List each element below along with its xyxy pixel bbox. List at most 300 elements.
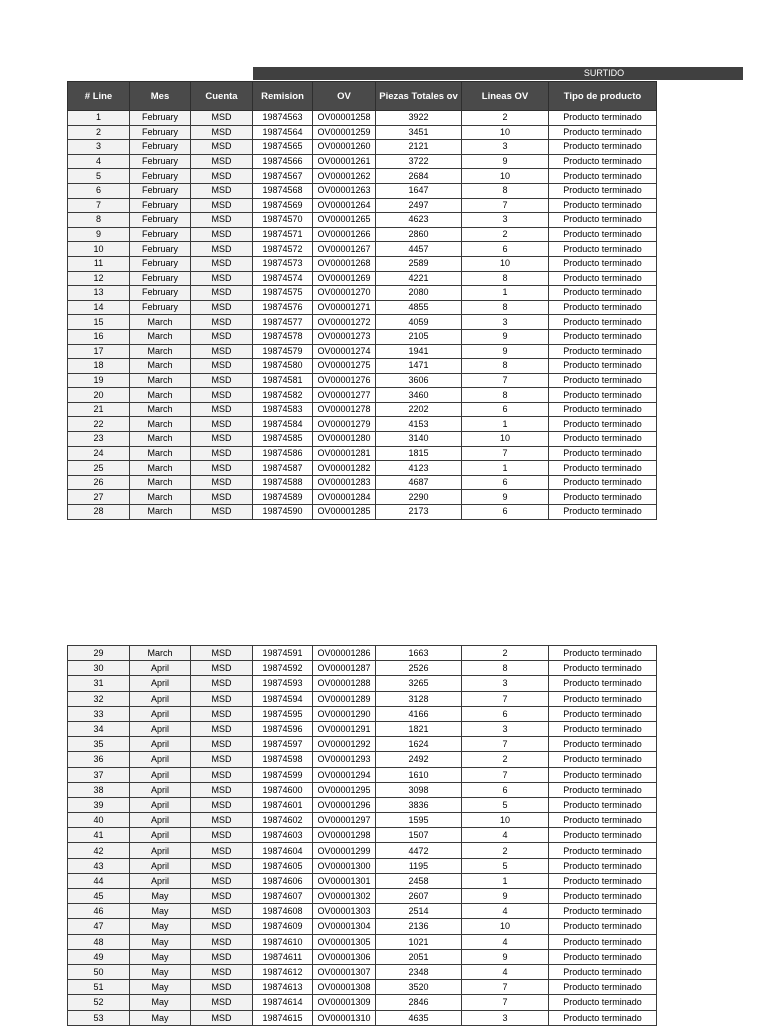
line-cell: 4 [68,154,130,169]
tipo-cell: Producto terminado [549,125,657,140]
tipo-cell: Producto terminado [549,691,657,706]
piezas-cell: 2173 [376,505,462,520]
line-cell: 15 [68,315,130,330]
line-cell: 20 [68,388,130,403]
piezas-cell: 1821 [376,721,462,736]
cuenta-cell: MSD [191,446,253,461]
remision-cell: 19874577 [253,315,313,330]
cuenta-cell: MSD [191,767,253,782]
remision-cell: 19874600 [253,782,313,797]
ov-cell: OV00001265 [313,213,376,228]
lineas-cell: 8 [462,388,549,403]
cuenta-cell: MSD [191,1010,253,1025]
lineas-cell: 4 [462,934,549,949]
ov-cell: OV00001303 [313,904,376,919]
remision-cell: 19874587 [253,461,313,476]
cuenta-cell: MSD [191,964,253,979]
ov-cell: OV00001296 [313,797,376,812]
piezas-cell: 2202 [376,402,462,417]
mes-cell: April [130,676,191,691]
lineas-cell: 2 [462,843,549,858]
lineas-cell: 5 [462,797,549,812]
cuenta-cell: MSD [191,782,253,797]
mes-cell: February [130,125,191,140]
surtido-header-label-wrap [253,67,658,80]
ov-cell: OV00001275 [313,359,376,374]
table-row [68,889,657,904]
table-row [68,767,657,782]
tipo-cell: Producto terminado [549,329,657,344]
cuenta-cell: MSD [191,949,253,964]
line-cell: 53 [68,1010,130,1025]
tipo-cell: Producto terminado [549,227,657,242]
remision-cell: 19874572 [253,242,313,257]
mes-cell: April [130,752,191,767]
ov-cell: OV00001284 [313,490,376,505]
line-cell: 39 [68,797,130,812]
lineas-cell: 9 [462,889,549,904]
remision-cell: 19874567 [253,169,313,184]
mes-cell: February [130,183,191,198]
piezas-cell: 2290 [376,490,462,505]
table-row [68,676,657,691]
tipo-cell: Producto terminado [549,964,657,979]
mes-cell: May [130,1010,191,1025]
ov-cell: OV00001309 [313,995,376,1010]
cuenta-cell: MSD [191,154,253,169]
lineas-cell: 6 [462,242,549,257]
ov-cell: OV00001292 [313,737,376,752]
lineas-cell: 8 [462,359,549,374]
lineas-cell: 8 [462,183,549,198]
mes-cell: March [130,359,191,374]
table-row [68,919,657,934]
table-row [68,691,657,706]
remision-cell: 19874598 [253,752,313,767]
lineas-cell: 9 [462,949,549,964]
mes-cell: February [130,271,191,286]
cuenta-cell: MSD [191,858,253,873]
table-row [68,490,657,505]
remision-cell: 19874563 [253,111,313,126]
tipo-cell: Producto terminado [549,198,657,213]
table2-body [68,646,657,1026]
lineas-cell: 6 [462,706,549,721]
remision-cell: 19874605 [253,858,313,873]
table-row [68,858,657,873]
ov-cell: OV00001299 [313,843,376,858]
lineas-cell: 1 [462,461,549,476]
cuenta-cell: MSD [191,402,253,417]
ov-cell: OV00001272 [313,315,376,330]
remision-cell: 19874582 [253,388,313,403]
lineas-cell: 10 [462,919,549,934]
remision-cell: 19874602 [253,813,313,828]
remision-cell: 19874603 [253,828,313,843]
cuenta-cell: MSD [191,475,253,490]
remision-cell: 19874595 [253,706,313,721]
piezas-cell: 4472 [376,843,462,858]
remision-cell: 19874588 [253,475,313,490]
remision-cell: 19874612 [253,964,313,979]
ov-cell: OV00001274 [313,344,376,359]
cuenta-cell: MSD [191,140,253,155]
table-row [68,752,657,767]
remision-cell: 19874604 [253,843,313,858]
mes-cell: February [130,111,191,126]
cuenta-cell: MSD [191,919,253,934]
lineas-cell: 3 [462,213,549,228]
lineas-cell: 3 [462,1010,549,1025]
ov-cell: OV00001260 [313,140,376,155]
remision-cell: 19874589 [253,490,313,505]
remision-cell: 19874576 [253,300,313,315]
table-row [68,329,657,344]
tipo-cell: Producto terminado [549,676,657,691]
ov-cell: OV00001279 [313,417,376,432]
mes-cell: April [130,706,191,721]
col-header-tipo: Tipo de producto [549,82,657,111]
mes-cell: March [130,446,191,461]
cuenta-cell: MSD [191,843,253,858]
ov-cell: OV00001271 [313,300,376,315]
piezas-cell: 1647 [376,183,462,198]
line-cell: 40 [68,813,130,828]
cuenta-cell: MSD [191,461,253,476]
remision-cell: 19874609 [253,919,313,934]
tipo-cell: Producto terminado [549,934,657,949]
line-cell: 51 [68,980,130,995]
lineas-cell: 8 [462,271,549,286]
ov-cell: OV00001308 [313,980,376,995]
table-row [68,125,657,140]
mes-cell: April [130,858,191,873]
lineas-cell: 6 [462,402,549,417]
table-row [68,388,657,403]
line-cell: 2 [68,125,130,140]
ov-cell: OV00001268 [313,256,376,271]
mes-cell: February [130,140,191,155]
orders-table-bottom [67,645,657,1026]
tipo-cell: Producto terminado [549,919,657,934]
remision-cell: 19874592 [253,661,313,676]
remision-cell: 19874569 [253,198,313,213]
col-header-ov: OV [313,82,376,111]
ov-cell: OV00001298 [313,828,376,843]
cuenta-cell: MSD [191,359,253,374]
mes-cell: March [130,475,191,490]
cuenta-cell: MSD [191,300,253,315]
line-cell: 18 [68,359,130,374]
cuenta-cell: MSD [191,417,253,432]
mes-cell: February [130,198,191,213]
tipo-cell: Producto terminado [549,828,657,843]
mes-cell: May [130,980,191,995]
col-header-piezas: Piezas Totales ov [376,82,462,111]
table-row [68,402,657,417]
ov-cell: OV00001269 [313,271,376,286]
remision-cell: 19874597 [253,737,313,752]
table-row [68,227,657,242]
cuenta-cell: MSD [191,344,253,359]
lineas-cell: 7 [462,198,549,213]
remision-cell: 19874579 [253,344,313,359]
remision-cell: 19874591 [253,646,313,661]
mes-cell: February [130,169,191,184]
ov-cell: OV00001297 [313,813,376,828]
remision-cell: 19874611 [253,949,313,964]
cuenta-cell: MSD [191,505,253,520]
lineas-cell: 3 [462,140,549,155]
piezas-cell: 2080 [376,286,462,301]
cuenta-cell: MSD [191,873,253,888]
surtido-header-label: SURTIDO [583,68,625,78]
tipo-cell: Producto terminado [549,995,657,1010]
mes-cell: May [130,995,191,1010]
remision-cell: 19874564 [253,125,313,140]
ov-cell: OV00001307 [313,964,376,979]
tipo-cell: Producto terminado [549,169,657,184]
remision-cell: 19874607 [253,889,313,904]
tipo-cell: Producto terminado [549,344,657,359]
piezas-cell: 3098 [376,782,462,797]
ov-cell: OV00001280 [313,432,376,447]
line-cell: 13 [68,286,130,301]
piezas-cell: 1815 [376,446,462,461]
remision-cell: 19874615 [253,1010,313,1025]
line-cell: 6 [68,183,130,198]
cuenta-cell: MSD [191,329,253,344]
line-cell: 37 [68,767,130,782]
line-cell: 46 [68,904,130,919]
piezas-cell: 2136 [376,919,462,934]
line-cell: 16 [68,329,130,344]
tipo-cell: Producto terminado [549,873,657,888]
piezas-cell: 2458 [376,873,462,888]
lineas-cell: 6 [462,782,549,797]
tipo-cell: Producto terminado [549,1010,657,1025]
lineas-cell: 4 [462,964,549,979]
table-row [68,980,657,995]
piezas-cell: 1595 [376,813,462,828]
lineas-cell: 9 [462,490,549,505]
line-cell: 33 [68,706,130,721]
line-cell: 25 [68,461,130,476]
lineas-cell: 1 [462,417,549,432]
mes-cell: March [130,490,191,505]
piezas-cell: 1624 [376,737,462,752]
remision-cell: 19874575 [253,286,313,301]
piezas-cell: 1471 [376,359,462,374]
tipo-cell: Producto terminado [549,417,657,432]
tipo-cell: Producto terminado [549,213,657,228]
mes-cell: February [130,286,191,301]
piezas-cell: 2860 [376,227,462,242]
cuenta-cell: MSD [191,797,253,812]
piezas-cell: 2607 [376,889,462,904]
line-cell: 23 [68,432,130,447]
mes-cell: March [130,373,191,388]
line-cell: 35 [68,737,130,752]
tipo-cell: Producto terminado [549,256,657,271]
line-cell: 47 [68,919,130,934]
remision-cell: 19874586 [253,446,313,461]
ov-cell: OV00001261 [313,154,376,169]
lineas-cell: 1 [462,286,549,301]
tipo-cell: Producto terminado [549,980,657,995]
cuenta-cell: MSD [191,125,253,140]
cuenta-cell: MSD [191,737,253,752]
cuenta-cell: MSD [191,169,253,184]
piezas-cell: 3451 [376,125,462,140]
ov-cell: OV00001266 [313,227,376,242]
line-cell: 43 [68,858,130,873]
line-cell: 28 [68,505,130,520]
line-cell: 26 [68,475,130,490]
lineas-cell: 2 [462,646,549,661]
ov-cell: OV00001281 [313,446,376,461]
tipo-cell: Producto terminado [549,505,657,520]
line-cell: 24 [68,446,130,461]
table-row [68,721,657,736]
tipo-cell: Producto terminado [549,300,657,315]
ov-cell: OV00001288 [313,676,376,691]
cuenta-cell: MSD [191,256,253,271]
piezas-cell: 2846 [376,995,462,1010]
piezas-cell: 1195 [376,858,462,873]
piezas-cell: 1663 [376,646,462,661]
tipo-cell: Producto terminado [549,461,657,476]
ov-cell: OV00001291 [313,721,376,736]
lineas-cell: 1 [462,873,549,888]
cuenta-cell: MSD [191,828,253,843]
piezas-cell: 3606 [376,373,462,388]
piezas-cell: 4221 [376,271,462,286]
tipo-cell: Producto terminado [549,271,657,286]
piezas-cell: 4457 [376,242,462,257]
table-row [68,505,657,520]
cuenta-cell: MSD [191,432,253,447]
table-row [68,213,657,228]
line-cell: 52 [68,995,130,1010]
piezas-cell: 3460 [376,388,462,403]
mes-cell: March [130,402,191,417]
lineas-cell: 5 [462,858,549,873]
line-cell: 10 [68,242,130,257]
piezas-cell: 4166 [376,706,462,721]
ov-cell: OV00001300 [313,858,376,873]
ov-cell: OV00001285 [313,505,376,520]
orders-table-top [67,81,657,520]
lineas-cell: 9 [462,154,549,169]
line-cell: 48 [68,934,130,949]
table-row [68,169,657,184]
tipo-cell: Producto terminado [549,646,657,661]
remision-cell: 19874571 [253,227,313,242]
tipo-cell: Producto terminado [549,446,657,461]
ov-cell: OV00001295 [313,782,376,797]
tipo-cell: Producto terminado [549,388,657,403]
table-row [68,904,657,919]
piezas-cell: 4855 [376,300,462,315]
remision-cell: 19874608 [253,904,313,919]
ov-cell: OV00001258 [313,111,376,126]
lineas-cell: 7 [462,980,549,995]
piezas-cell: 1941 [376,344,462,359]
line-cell: 29 [68,646,130,661]
lineas-cell: 7 [462,446,549,461]
line-cell: 14 [68,300,130,315]
remision-cell: 19874568 [253,183,313,198]
cuenta-cell: MSD [191,198,253,213]
cuenta-cell: MSD [191,752,253,767]
ov-cell: OV00001290 [313,706,376,721]
table-row [68,995,657,1010]
tipo-cell: Producto terminado [549,242,657,257]
table-row [68,661,657,676]
table-row [68,782,657,797]
tipo-cell: Producto terminado [549,154,657,169]
mes-cell: April [130,691,191,706]
table-row [68,964,657,979]
table-row [68,300,657,315]
line-cell: 50 [68,964,130,979]
remision-cell: 19874601 [253,797,313,812]
table-row [68,242,657,257]
remision-cell: 19874606 [253,873,313,888]
remision-cell: 19874585 [253,432,313,447]
mes-cell: March [130,315,191,330]
ov-cell: OV00001263 [313,183,376,198]
piezas-cell: 1021 [376,934,462,949]
cuenta-cell: MSD [191,183,253,198]
remision-cell: 19874593 [253,676,313,691]
table-row [68,271,657,286]
line-cell: 19 [68,373,130,388]
piezas-cell: 4623 [376,213,462,228]
mes-cell: March [130,417,191,432]
line-cell: 31 [68,676,130,691]
piezas-cell: 2684 [376,169,462,184]
mes-cell: May [130,919,191,934]
table-row [68,432,657,447]
mes-cell: April [130,797,191,812]
cuenta-cell: MSD [191,111,253,126]
lineas-cell: 6 [462,505,549,520]
cuenta-cell: MSD [191,706,253,721]
piezas-cell: 4687 [376,475,462,490]
lineas-cell: 2 [462,111,549,126]
table-row [68,373,657,388]
tipo-cell: Producto terminado [549,475,657,490]
line-cell: 36 [68,752,130,767]
piezas-cell: 3265 [376,676,462,691]
piezas-cell: 2526 [376,661,462,676]
line-cell: 17 [68,344,130,359]
table-row [68,286,657,301]
mes-cell: April [130,737,191,752]
piezas-cell: 2348 [376,964,462,979]
mes-cell: May [130,889,191,904]
remision-cell: 19874594 [253,691,313,706]
piezas-cell: 4059 [376,315,462,330]
mes-cell: February [130,227,191,242]
piezas-cell: 4635 [376,1010,462,1025]
piezas-cell: 1610 [376,767,462,782]
lineas-cell: 4 [462,828,549,843]
lineas-cell: 7 [462,737,549,752]
line-cell: 21 [68,402,130,417]
